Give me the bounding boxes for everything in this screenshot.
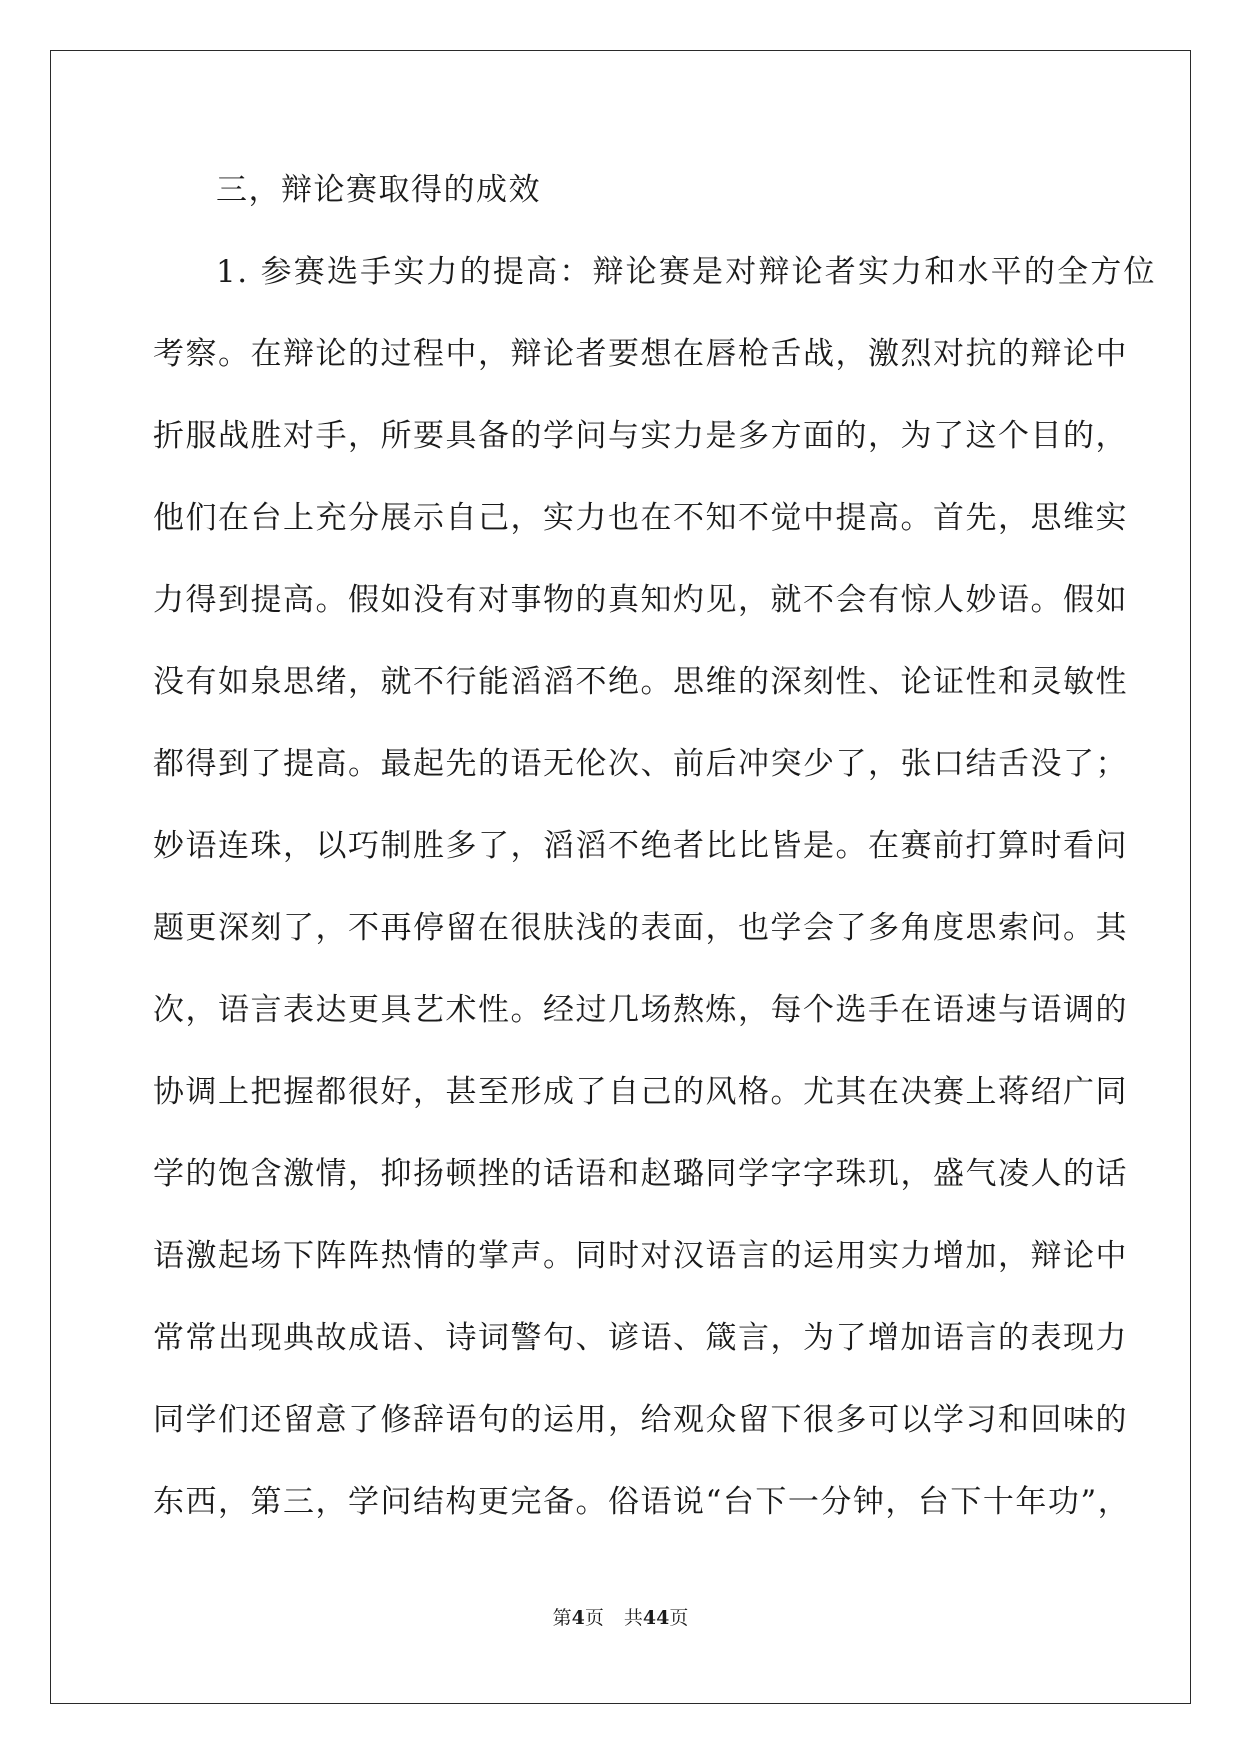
paragraph-line: 协调上把握都很好，甚至形成了自己的风格。尤其在决赛上蒋绍广同 xyxy=(153,1074,1128,1110)
paragraph-line: 学的饱含激情，抑扬顿挫的话语和赵璐同学字字珠玑，盛气凌人的话 xyxy=(153,1156,1128,1192)
page-footer xyxy=(0,1606,1241,1630)
page-suffix: 页 xyxy=(584,1607,604,1629)
section-heading: 三，辩论赛取得的成效 xyxy=(216,172,541,208)
paragraph-line: 常常出现典故成语、诗词警句、谚语、箴言，为了增加语言的表现力 xyxy=(153,1320,1128,1356)
total-pages: 44 xyxy=(642,1607,670,1629)
document-body xyxy=(153,162,1156,1556)
paragraph-line: 同学们还留意了修辞语句的运用，给观众留下很多可以学习和回味的 xyxy=(153,1402,1128,1438)
page-number: 4 xyxy=(571,1607,585,1629)
total-suffix: 页 xyxy=(669,1607,689,1629)
paragraph-line: 考察。在辩论的过程中，辩论者要想在唇枪舌战，激烈对抗的辩论中 xyxy=(153,336,1128,372)
paragraph-line: 次，语言表达更具艺术性。经过几场熬炼，每个选手在语速与语调的 xyxy=(153,992,1128,1028)
paragraph-line: 力得到提高。假如没有对事物的真知灼见，就不会有惊人妙语。假如 xyxy=(153,582,1128,618)
paragraph-line: 1. 参赛选手实力的提高：辩论赛是对辩论者实力和水平的全方位 xyxy=(216,254,1156,290)
paragraph-line: 妙语连珠，以巧制胜多了，滔滔不绝者比比皆是。在赛前打算时看问 xyxy=(153,828,1128,864)
paragraph-line: 都得到了提高。最起先的语无伦次、前后冲突少了，张口结舌没了； xyxy=(153,746,1128,782)
paragraph-line: 语激起场下阵阵热情的掌声。同时对汉语言的运用实力增加，辩论中 xyxy=(153,1238,1128,1274)
total-prefix: 共 xyxy=(623,1607,643,1629)
paragraph-line: 他们在台上充分展示自己，实力也在不知不觉中提高。首先，思维实 xyxy=(153,500,1128,536)
paragraph-line: 没有如泉思绪，就不行能滔滔不绝。思维的深刻性、论证性和灵敏性 xyxy=(153,664,1128,700)
paragraph-line: 东西，第三，学问结构更完备。俗语说“台下一分钟，台下十年功”， xyxy=(153,1484,1131,1520)
paragraph-line: 折服战胜对手，所要具备的学问与实力是多方面的，为了这个目的， xyxy=(153,418,1128,454)
paragraph-line: 题更深刻了，不再停留在很肤浅的表面，也学会了多角度思索问。其 xyxy=(153,910,1128,946)
page-prefix: 第 xyxy=(552,1607,572,1629)
